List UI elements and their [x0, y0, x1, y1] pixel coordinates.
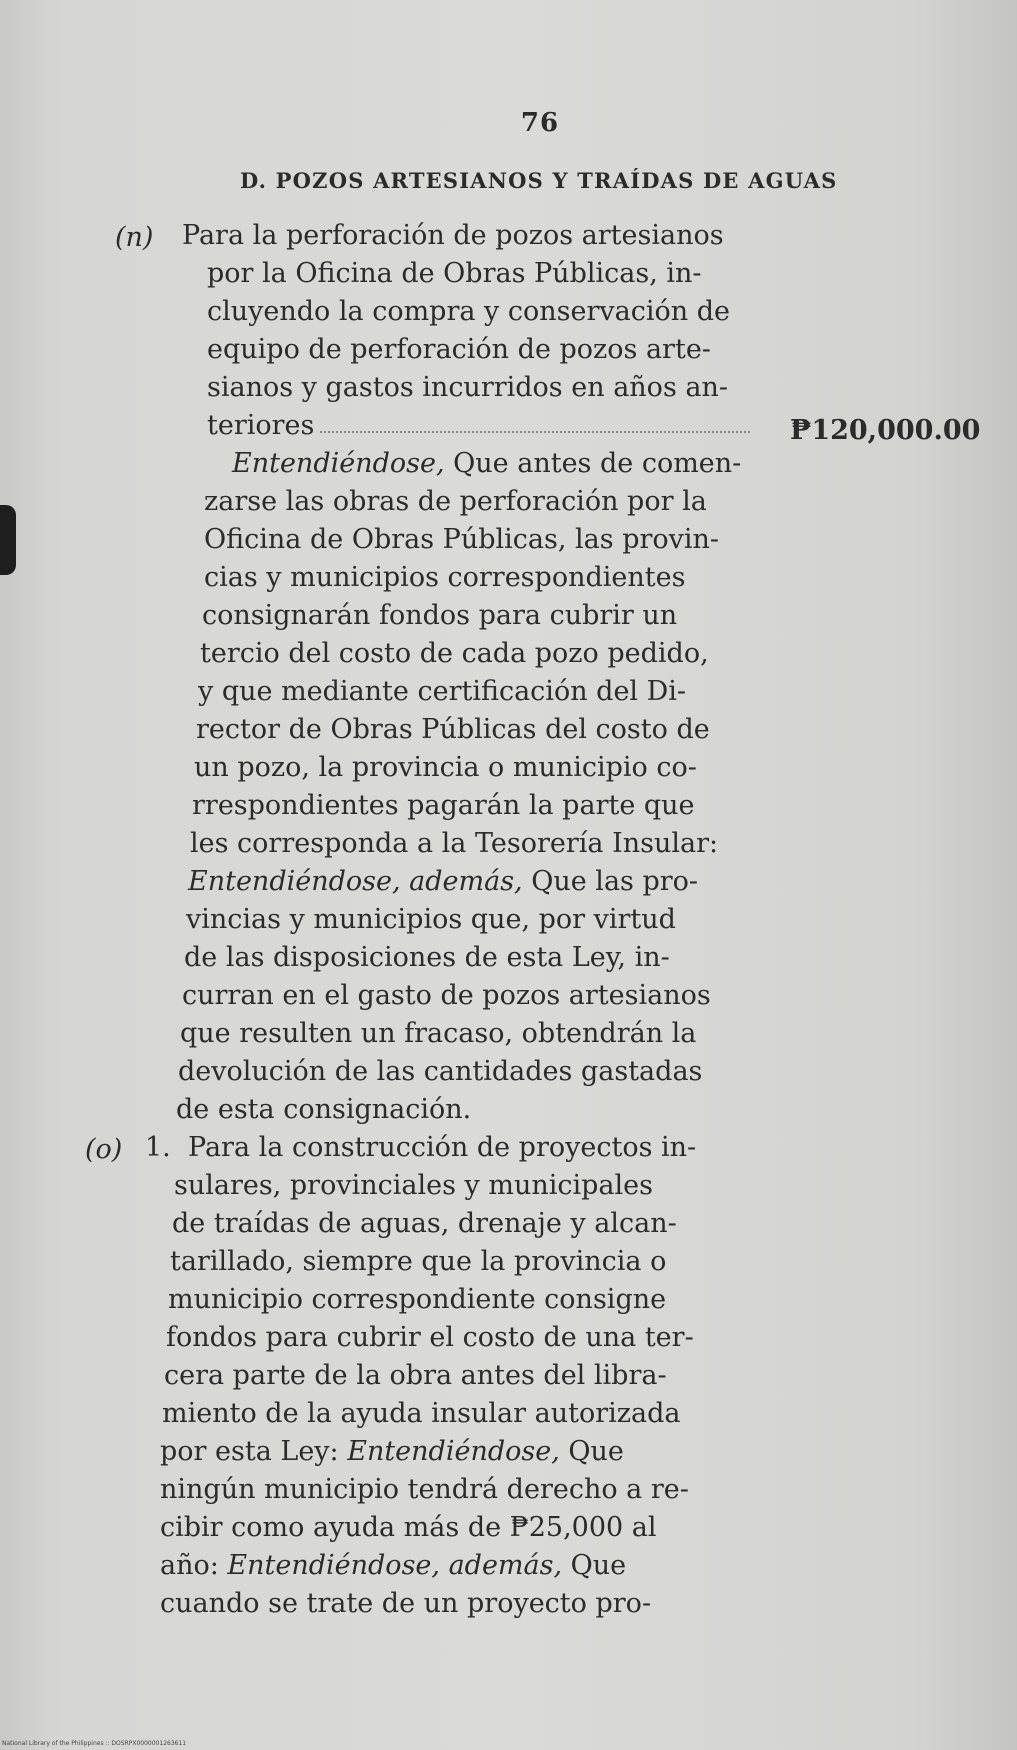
proviso-line: zarse las obras de perforación por la [204, 486, 707, 517]
proviso-line: consignarán fondos para cubrir un [202, 600, 678, 631]
item-n-line: Para la perforación de pozos artesianos [182, 220, 724, 251]
proviso-line: rrespondientes pagarán la parte que [192, 790, 695, 821]
proviso-line: de esta consignación. [176, 1094, 472, 1125]
item-o-proviso-lead: Entendiéndose, [347, 1436, 560, 1467]
item-o-line [160, 1552, 626, 1579]
item-n-line: por la Oficina de Obras Públicas, in- [207, 258, 702, 289]
proviso-line: vincias y municipios que, por virtud [186, 904, 676, 935]
item-o-line: ningún municipio tendrá derecho a re- [160, 1474, 689, 1505]
appropriation-amount: ₱120,000.00 [790, 415, 981, 446]
proviso-line: cias y municipios correspondientes [204, 562, 686, 593]
item-o-line [160, 1438, 624, 1465]
item-o-text: Que [562, 1550, 627, 1581]
proviso-lead: Entendiéndose, además, [188, 866, 523, 897]
item-n-line: equipo de perforación de pozos arte- [207, 334, 711, 365]
item-n-label: (n) [115, 222, 154, 253]
proviso-line: de las disposiciones de esta Ley, in- [184, 942, 670, 973]
item-o-line: municipio correspondiente consigne [168, 1284, 667, 1315]
item-o-line: cera parte de la obra antes del libra- [164, 1360, 667, 1391]
proviso-line: un pozo, la provincia o municipio co- [194, 752, 697, 783]
item-o-line: fondos para cubrir el costo de una ter- [166, 1322, 694, 1353]
proviso-line: y que mediante certificación del Di- [198, 676, 687, 707]
item-o-line: miento de la ayuda insular autorizada [162, 1398, 681, 1429]
scan-footer: National Library of the Philippines :: DOSRPX0000001263611 [2, 1740, 187, 1747]
proviso-text: Que antes de comen- [444, 448, 742, 479]
proviso-line: les corresponda a la Tesorería Insular: [190, 828, 719, 859]
item-n-line: teriores [207, 410, 315, 441]
item-o-number: 1. [145, 1132, 171, 1163]
proviso-line: rector de Obras Públicas del costo de [196, 714, 710, 745]
proviso-lead: Entendiéndose, [232, 448, 445, 479]
item-o-line: cibir como ayuda más de ₱25,000 al [160, 1512, 657, 1543]
item-n-line: sianos y gastos incurridos en años an- [207, 372, 728, 403]
dot-leader [320, 431, 750, 433]
item-o-proviso-lead: Entendiéndose, además, [227, 1550, 563, 1581]
page-number: 76 [520, 108, 560, 138]
item-n-line: cluyendo la compra y conservación de [207, 296, 730, 327]
proviso-line: Oficina de Obras Públicas, las provin- [204, 524, 720, 555]
item-o-line: cuando se trate de un proyecto pro- [160, 1588, 652, 1619]
section-heading: D. POZOS ARTESIANOS Y TRAÍDAS DE AGUAS [240, 168, 838, 193]
item-o-line: sulares, provinciales y municipales [174, 1170, 653, 1201]
item-o-text: Que [559, 1436, 624, 1467]
item-o-text: por esta Ley: [160, 1436, 348, 1467]
item-o-text: año: [160, 1550, 228, 1581]
proviso-line: que resulten un fracaso, obtendrán la [180, 1018, 697, 1049]
proviso-line [232, 450, 741, 477]
proviso-line: tercio del costo de cada pozo pedido, [200, 638, 709, 669]
binding-shadow [0, 505, 16, 575]
item-o-line: Para la construcción de proyectos in- [188, 1132, 697, 1163]
item-o-line: tarillado, siempre que la provincia o [170, 1246, 667, 1277]
item-o-label: (o) [85, 1134, 123, 1165]
proviso-line: devolución de las cantidades gastadas [178, 1056, 703, 1087]
item-o-line: de traídas de aguas, drenaje y alcan- [172, 1208, 677, 1239]
proviso-line: curran en el gasto de pozos artesianos [182, 980, 711, 1011]
proviso-text: Que las pro- [522, 866, 699, 897]
proviso-line [188, 868, 698, 895]
